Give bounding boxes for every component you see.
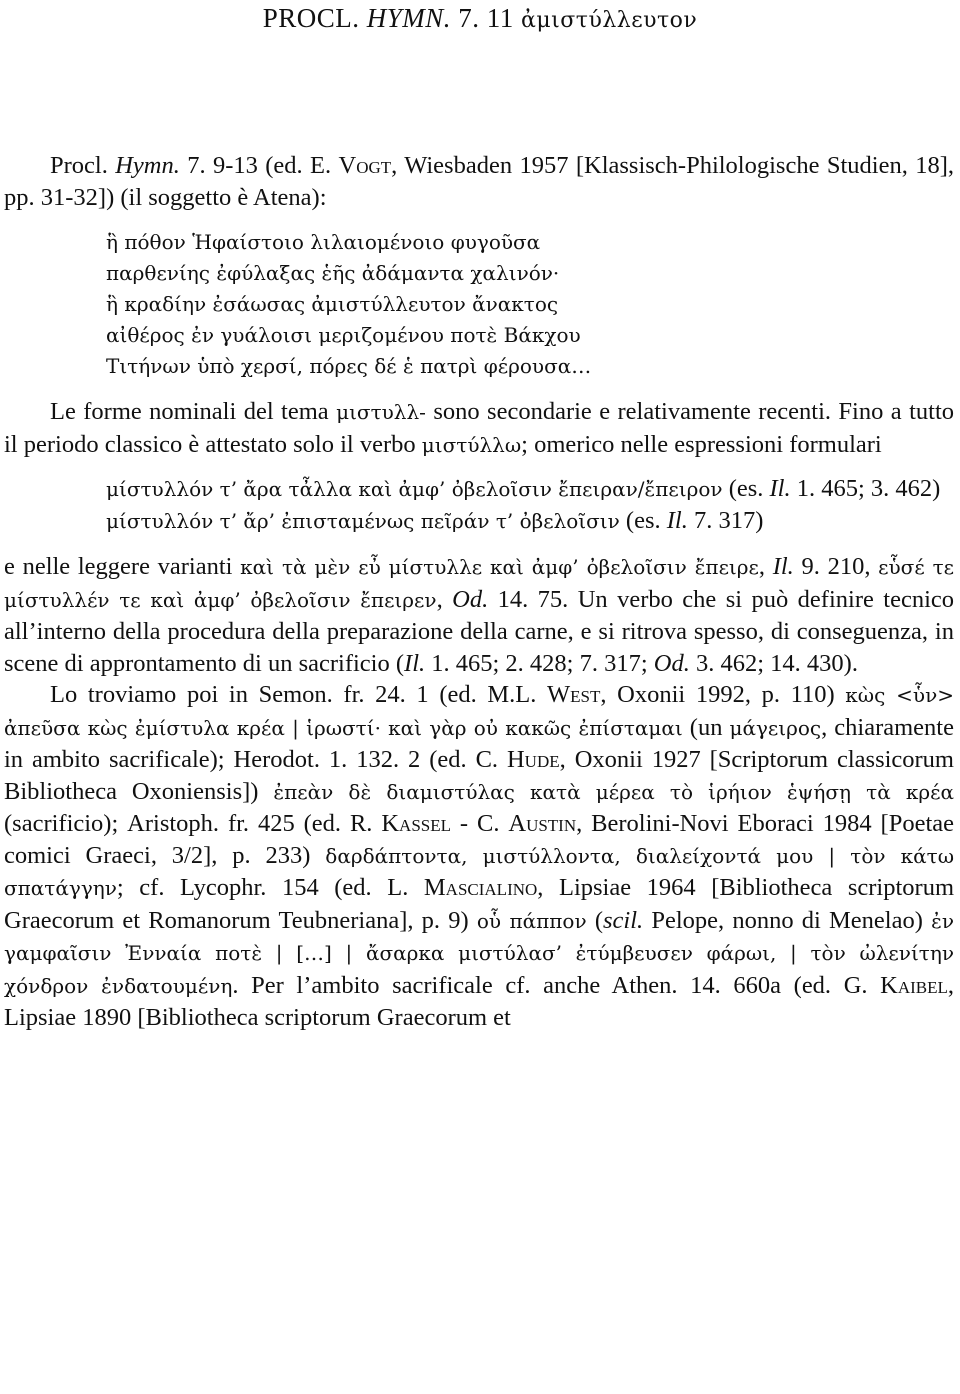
body-text: , Oxonii 1992, p. 110) [600, 681, 846, 708]
editor-name: Vogt [338, 152, 392, 179]
homeric-quote [106, 473, 954, 505]
editor-name: Kassel [381, 810, 451, 837]
intro-text: , Wiesbaden 1957 [Klassisch-Philologische Studien, 18], pp. 31-32]) (il soggetto è Atena): [4, 152, 954, 211]
verse-line: Τιτήνων ὑπὸ χερσί, πόρες δέ ἑ πατρὶ φέρουσα… [106, 354, 592, 378]
body-text: Pelope, nonno di Menelao) [643, 906, 932, 934]
work-abbrev: Il. [666, 507, 688, 534]
abbrev-scil: scil. [602, 906, 644, 934]
body-text: , Oxonii 1927 [Scriptorum classicorum Bibliotheca Oxoniensis]) [4, 746, 954, 805]
running-head-prefix: PROCL. [262, 3, 367, 33]
editor-name: Austin [508, 810, 577, 837]
greek-quote: καὶ τὰ μὲν εὖ μίστυλλε καὶ ἀμφ’ ὀβελοῖσιν ἔπειρε [240, 555, 759, 579]
body-text: . Per l’ambito sacrificale cf. anche Athen. 14. 660a (ed. G. [232, 971, 881, 999]
body-text: 9. 210, [793, 553, 879, 580]
editor-name: Mascialino [423, 874, 538, 901]
greek-term: μιστύλλω [421, 432, 522, 457]
work-abbrev: Il. [404, 649, 426, 677]
work-abbrev: Il. [769, 475, 791, 502]
body-text: sono secondarie e relativamente recenti. Fino a tutto il periodo classico è attestato solo il verbo [4, 398, 955, 458]
body-text: - C. [451, 810, 509, 837]
intro-paragraph [4, 150, 954, 213]
paragraph-forms [4, 396, 954, 461]
body-text: , Lipsiae 1964 [Bibliotheca scriptorum Graecorum et Romanorum Teubneriana], p. 9) [4, 874, 954, 934]
body-text: (un [682, 713, 730, 741]
editor-name: West [547, 681, 601, 708]
greek-quote: εὗσέ τε μίστυλλέν τε καὶ ἀμφ’ ὀβελοῖσιν ἔπειρεν [4, 555, 955, 612]
body-text: ; cf. Lycophr. 154 (ed. L. [116, 874, 424, 901]
running-head-locator: 7. 11 [451, 3, 521, 33]
citation: 1. 465; 3. 462) [790, 475, 941, 502]
greek-quote: μίστυλλόν τ’ ἄρ’ ἐπισταμένως πεῖράν τ’ ὀβελοῖσιν [106, 509, 620, 533]
citation: 7. 317) [687, 507, 764, 534]
work-abbrev: Od. [452, 585, 489, 613]
verse-line: ἣ πόθον Ἡφαίστοιο λιλαιομένοιο φυγοῦσα [106, 230, 541, 254]
body-text: , [436, 585, 453, 613]
greek-quote: κὼς <ὗν> ἀπεῦσα κὼς ἐμίστυλα κρέα | ἱρωστί· καὶ γὰρ οὐ κακῶς ἐπίσταμαι [4, 683, 954, 740]
body-text: 14. 75. Un verbo che si può definire tecnico all’interno della procedura della preparazione della carne, e si ritrova spesso, di conseguenza, in scene di approntamento di un sacrificio ( [4, 585, 955, 677]
homeric-quotations [106, 473, 954, 537]
verse-line: ἣ κραδίην ἐσάωσας ἀμιστύλλευτον ἄνακτος [106, 292, 559, 316]
body-text: ( [586, 906, 603, 934]
greek-quote: ἐν γαμφαῖσιν Ἐνναία ποτὲ | […] | ἄσαρκα μιστύλασ’ ἐτύμβευσεν φάρωι, | τὸν ὠλενίτην χόνδρον ἐνδατουμένη [4, 908, 954, 998]
body-text: , Lipsiae 1890 [Bibliotheca scriptorum Graecorum et [4, 971, 955, 1031]
body-text: 3. 462; 14. 430). [689, 649, 858, 677]
running-head [0, 3, 960, 34]
running-head-hymn: HYMN. [366, 3, 451, 33]
intro-text: Procl. [50, 152, 116, 179]
verse-quotation [106, 227, 954, 382]
work-abbrev: Od. [653, 649, 690, 677]
citation: (es. [619, 507, 667, 534]
body-text: , chiaramente in ambito sacrificale); Herodot. 1. 132. 2 (ed. C. [4, 713, 954, 773]
greek-quote: δαρδάπτοντα, μιστύλλοντα, διαλείχοντά μου | τὸν κάτω σπατάγγην [4, 843, 955, 900]
homeric-quote [106, 505, 954, 537]
greek-term: μιστυλλ- [336, 400, 426, 424]
body-text: e nelle leggere varianti [4, 553, 241, 580]
body-text: Lo troviamo poi in Semon. fr. 24. 1 (ed. M.L. [50, 681, 548, 708]
body-text: 1. 465; 2. 428; 7. 317; [425, 649, 654, 677]
body-text: (sacrificio); Aristoph. fr. 425 (ed. R. [4, 810, 382, 837]
body-text: , Berolini-Novi Eboraci 1984 [Poetae comici Graeci, 3/2], p. 233) [4, 810, 955, 869]
greek-term: μάγειρος [729, 715, 822, 740]
intro-work-title: Hymn. [115, 152, 180, 179]
running-head-greek: ἀμιστύλλευτον [521, 8, 698, 33]
page-body [4, 150, 954, 1034]
paragraph-sources [4, 679, 954, 1034]
citation: (es. [722, 475, 770, 502]
greek-quote: οὗ πάππον [476, 908, 587, 933]
body-text: ; omerico nelle espressioni formulari [521, 430, 882, 458]
verse-line: αἰθέρος ἐν γυάλοισι μεριζομένου ποτὲ Βάκχου [106, 323, 581, 347]
work-abbrev: Il. [772, 553, 794, 580]
editor-name: Hude [506, 746, 560, 773]
body-text: , [758, 553, 773, 580]
greek-quote: ἐπεὰν δὲ διαμιστύλας κατὰ μέρεα τὸ ἱρήιον ἑψήσῃ τὰ κρέα [273, 779, 954, 804]
editor-name: Kaibel [880, 971, 948, 999]
greek-quote: μίστυλλόν τ’ ἄρα τἆλλα καὶ ἀμφ’ ὀβελοῖσιν ἔπειραν/ἔπειρον [106, 477, 723, 501]
body-text: Le forme nominali del tema [50, 398, 337, 425]
paragraph-variants [4, 551, 954, 679]
intro-text: 7. 9-13 (ed. E. [179, 152, 339, 179]
verse-line: παρθενίης ἐφύλαξας ἑῆς ἀδάμαντα χαλινόν· [106, 261, 560, 285]
